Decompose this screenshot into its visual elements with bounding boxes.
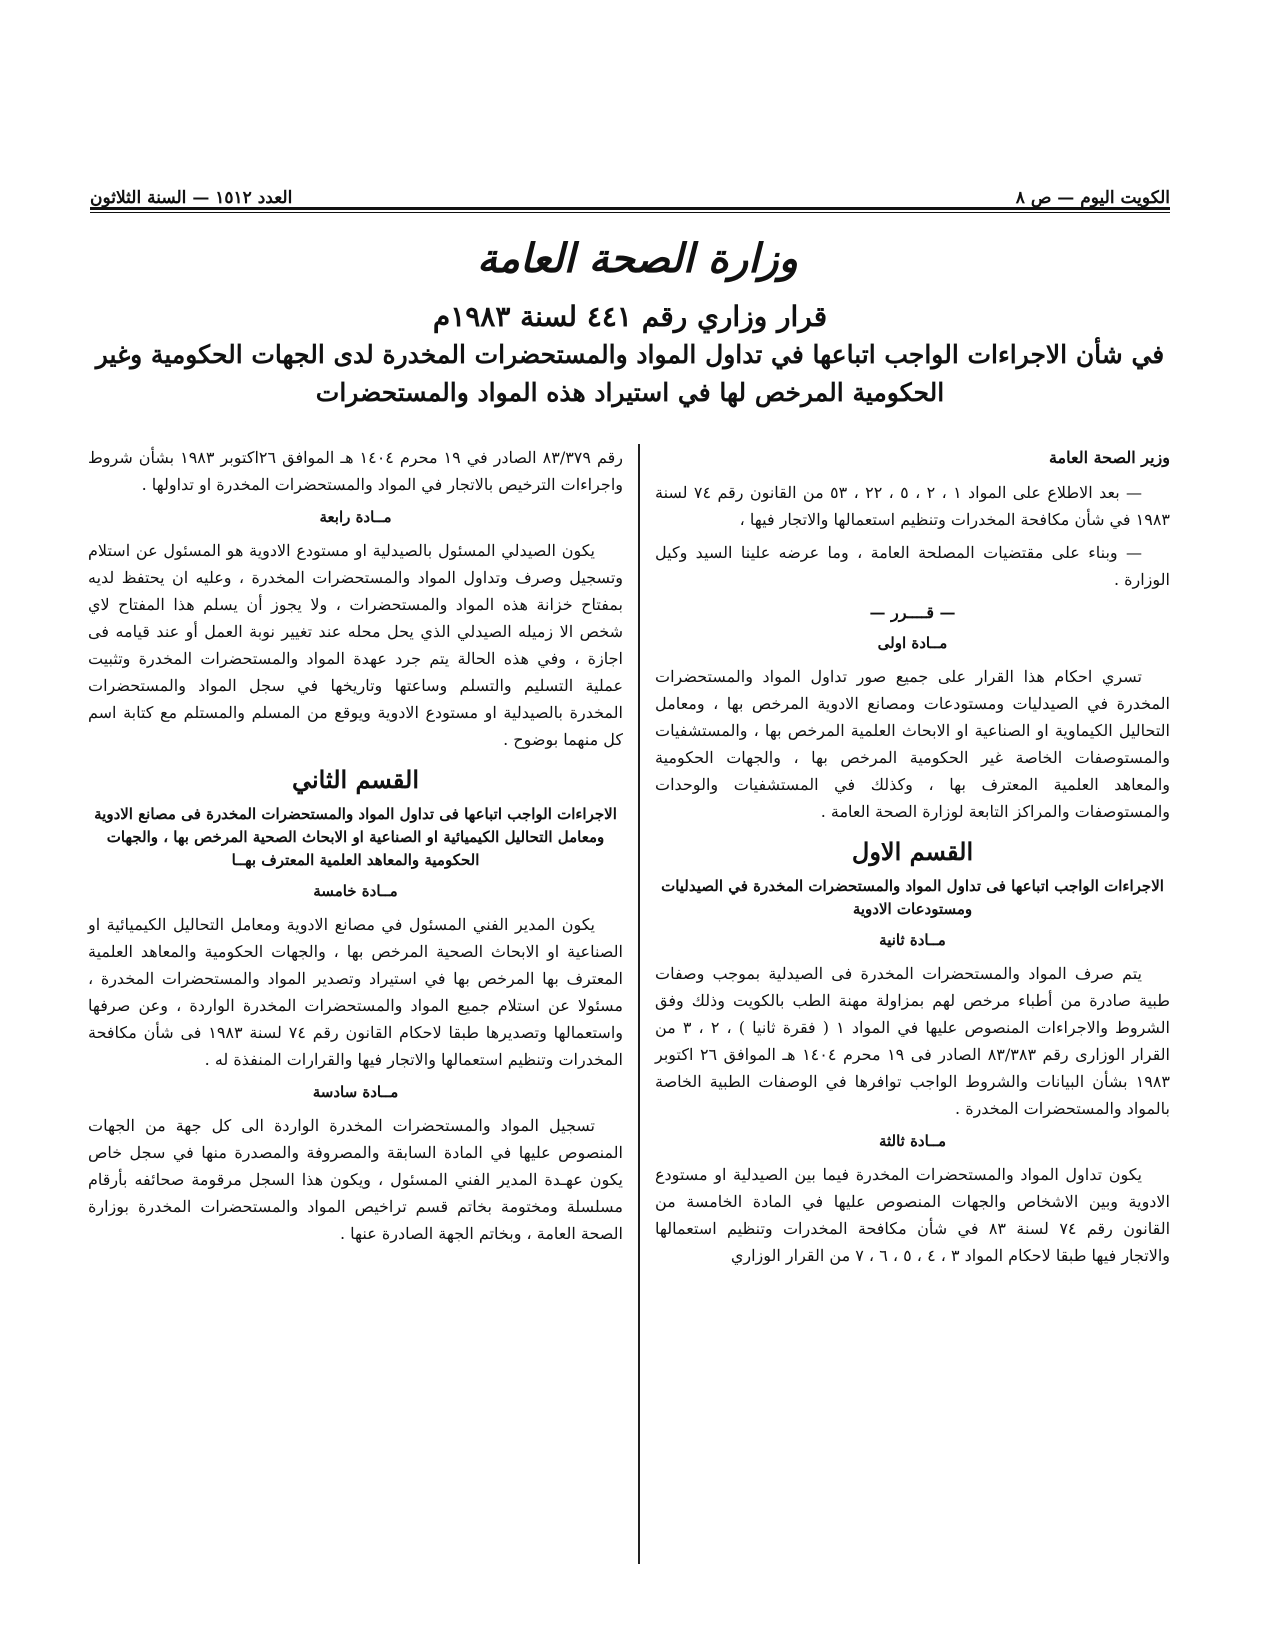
- ministry-title: وزارة الصحة العامة: [477, 235, 798, 282]
- page-header: [90, 178, 1170, 208]
- minister-line: وزير الصحة العامة: [1048, 448, 1170, 467]
- article-2-heading: مــادة ثانية: [879, 931, 946, 949]
- left-column: [88, 444, 623, 1253]
- article-6-heading: مــادة سادسة: [312, 1083, 399, 1101]
- section-1-subheading: الاجراءات الواجب اتباعها فى تداول المواد والمستحضرات المخدرة في الصيدليات ومستودعات الادوية: [661, 877, 1164, 918]
- article-6-text: تسجيل المواد والمستحضرات المخدرة الواردة الى كل جهة من الجهات المنصوص عليها في المادة السابقة والمصروفة والمصدرة منها في سجل خاص يكون عهـدة المدير الفني المسئول ، ويكون هذا السجل مرقومة صحائفه بأرقام مسلسلة ومختومة بخاتم قسم تراخيص المواد والمستحضرات المخدرة بوزارة الصحة العامة ، وبخاتم الجهة الصادرة عنها .: [88, 1116, 623, 1243]
- header-right: الكويت اليوم — ص ٨: [1015, 188, 1170, 208]
- decree-title: قرار وزاري رقم ٤٤١ لسنة ١٩٨٣م: [432, 300, 828, 333]
- article-3-text: يكون تداول المواد والمستحضرات المخدرة فيما بين الصيدلية او مستودع الادوية وبين الاشخاص والجهات المنصوص عليها في المادة الخامسة من القانون رقم ٧٤ لسنة ٨٣ في شأن مكافحة المخدرات وتنظيم استعمالها والاتجار فيها طبقا لاحكام المواد ٣ ، ٤ ، ٥ ، ٦ ، ٧ من القرار الوزاري: [655, 1165, 1171, 1265]
- article-5-text: يكون المدير الفني المسئول في مصانع الادوية ومعامل التحاليل الكيميائية او الصناعية او الابحاث الصحية المرخص بها ، والجهات الحكومية والمعاهد العلمية المعترف بها المرخص بها في استيراد وتصدير المواد والمستحضرات المخدرة ، مسئولا عن استلام جميع المواد والمستحضرات المخدرة الواردة ، وعن صرفها واستعمالها وتصديرها طبقا لاحكام القانون رقم ٧٤ لسنة ١٩٨٣ فى شأن مكافحة المخدرات وتنظيم استعمالها والاتجار فيها والقرارات المنفذة له .: [88, 915, 624, 1069]
- decides-heading: — قــــرر —: [869, 603, 956, 622]
- section-2-heading: القسم الثاني: [291, 765, 420, 794]
- article-4-heading: مــادة رابعة: [319, 508, 392, 526]
- right-column: [655, 444, 1170, 1275]
- header-rule-bottom: [90, 212, 1170, 213]
- article-5-heading: مــادة خامسة: [313, 882, 398, 900]
- article-4-text: يكون الصيدلي المسئول بالصيدلية او مستودع الادوية هو المسئول عن استلام وتسجيل وصرف وتداول المواد والمستحضرات المخدرة ، وعليه ان يحتفظ لديه بمفتاح خزانة هذه المواد والمستحضرات ، ولا يجوز أن يسلم هذا المفتاح لاي شخص الا زميله الصيدلي الذي يحل محله عند تغيير نوبة العمل أو عند قيامه فى اجازة ، وفي هذه الحالة يتم جرد عهدة المواد والمستحضرات المخدرة وتثبيت عملية التسليم والتسلم وساعتها وتاريخها في سجل المواد والمستحضرات المخدرة بالصيدلية او مستودع الادوية ويوقع من المسلم والمستلم مع كتابة اسم كل منهما بوضوح .: [88, 541, 623, 749]
- header-left: العدد ١٥١٢ — السنة الثلاثون: [90, 188, 293, 208]
- section-1-heading: القسم الاول: [851, 837, 974, 866]
- preamble-2: — وبناء على مقتضيات المصلحة العامة ، وما عرضه علينا السيد وكيل الوزارة .: [655, 543, 1170, 589]
- column-divider: [638, 444, 640, 1564]
- continued-text: رقم ٨٣/٣٧٩ الصادر في ١٩ محرم ١٤٠٤ هـ الموافق ٢٦اكتوبر ١٩٨٣ بشأن شروط واجراءات الترخيص بالاتجار في المواد والمستحضرات المخدرة او تداولها .: [88, 448, 624, 494]
- article-3-heading: مــادة ثالثة: [878, 1132, 947, 1150]
- decree-subtitle: في شأن الاجراءات الواجب اتباعها في تداول المواد والمستحضرات المخدرة لدى الجهات الحكومية وغير الحكومية المرخص لها في استيراد هذه المواد والمستحضرات: [95, 340, 1165, 407]
- header-rule-top: [90, 207, 1170, 210]
- article-1-heading: مــادة اولى: [877, 634, 948, 652]
- article-2-text: يتم صرف المواد والمستحضرات المخدرة فى الصيدلية بموجب وصفات طبية صادرة من أطباء مرخص لهم بمزاولة مهنة الطب بالكويت وذلك وفق الشروط والاجراءات المنصوص عليها في المواد ١ ( فقرة ثانيا ) ، ٢ ، ٣ من القرار الوزارى رقم ٨٣/٣٨٣ الصادر فى ١٩ محرم ١٤٠٤ هـ الموافق ٢٦ اكتوبر ١٩٨٣ بشأن البيانات والشروط الواجب توافرها في الوصفات الطبية الخاصة بالمواد والمستحضرات المخدرة .: [655, 964, 1171, 1118]
- article-1-text: تسري احكام هذا القرار على جميع صور تداول المواد والمستحضرات المخدرة في الصيدليات ومستودعات ومصانع الادوية المرخص بها ، ومعامل التحاليل الكيماوية او الصناعية او الابحاث العلمية المرخص بها ، والمستشفيات والمستوصفات الخاصة غير الحكومية المرخص بها ، والجهات الحكومية والمعاهد العلمية المعترف بها ، وكذلك في المستشفيات والوحدات والمستوصفات والمراكز التابعة لوزارة الصحة العامة .: [655, 667, 1170, 821]
- preamble-1: — بعد الاطلاع على المواد ١ ، ٢ ، ٥ ، ٢٢ ، ٥٣ من القانون رقم ٧٤ لسنة ١٩٨٣ في شأن مكافحة المخدرات وتنظيم استعمالها والاتجار فيها ،: [655, 483, 1170, 529]
- section-2-subheading: الاجراءات الواجب اتباعها فى تداول المواد والمستحضرات المخدرة فى مصانع الادوية ومعامل التحاليل الكيميائية او الصناعية او الابحاث الصحية المرخص بها ، والجهات الحكومية والمعاهد العلمية المعترف بهــا: [94, 805, 617, 869]
